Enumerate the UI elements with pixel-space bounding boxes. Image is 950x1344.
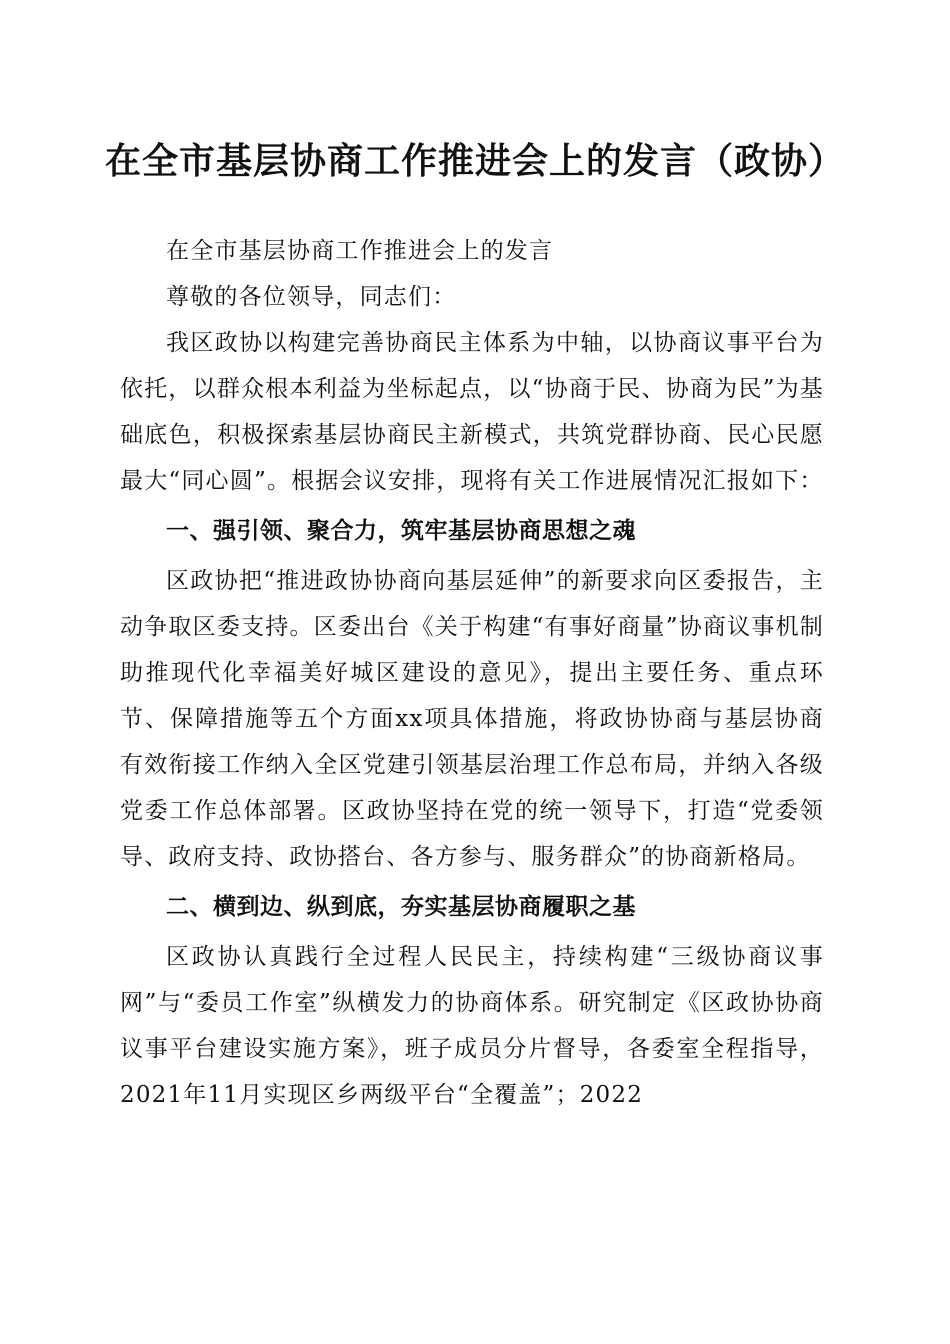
section-heading-2: 二、横到边、纵到底，夯实基层协商履职之基 (166, 894, 636, 920)
document-title: 在全市基层协商工作推进会上的发言（政协） (104, 140, 845, 182)
salutation: 尊敬的各位领导，同志们： (166, 284, 457, 310)
paragraph-section-2: 区政协认真践行全过程人民民主，持续构建“三级协商议事网”与“委员工作室”纵横发力的协商体系。研究制定《区政协协商议事平台建设实施方案》，班子成员分片督导，各委室全程指导，2021年11月实现区乡两级平台“全覆盖”；2022 (120, 944, 824, 1108)
paragraph-section-1: 区政协把“推进政协协商向基层延伸”的新要求向区委报告，主动争取区委支持。区委出台《关于构建“有事好商量”协商议事机制助推现代化幸福美好城区建设的意见》，提出主要任务、重点环节、保障措施等五个方面xx项具体措施，将政协协商与基层协商有效衔接工作纳入全区党建引领基层治理工作总布局，并纳入各级党委工作总体部署。区政协坚持在党的统一领导下，打造“党委领导、政府支持、政协搭台、各方参与、服务群众”的协商新格局。 (120, 568, 824, 870)
paragraph-intro: 我区政协以构建完善协商民主体系为中轴，以协商议事平台为依托，以群众根本利益为坐标起点，以“协商于民、协商为民”为基础底色，积极探索基层协商民主新模式，共筑党群协商、民心民愿最大“同心圆”。根据会议安排，现将有关工作进展情况汇报如下： (120, 330, 824, 494)
section-heading-1: 一、强引领、聚合力，筑牢基层协商思想之魂 (166, 518, 636, 544)
speech-subtitle: 在全市基层协商工作推进会上的发言 (166, 238, 554, 264)
document-body (120, 228, 824, 1118)
